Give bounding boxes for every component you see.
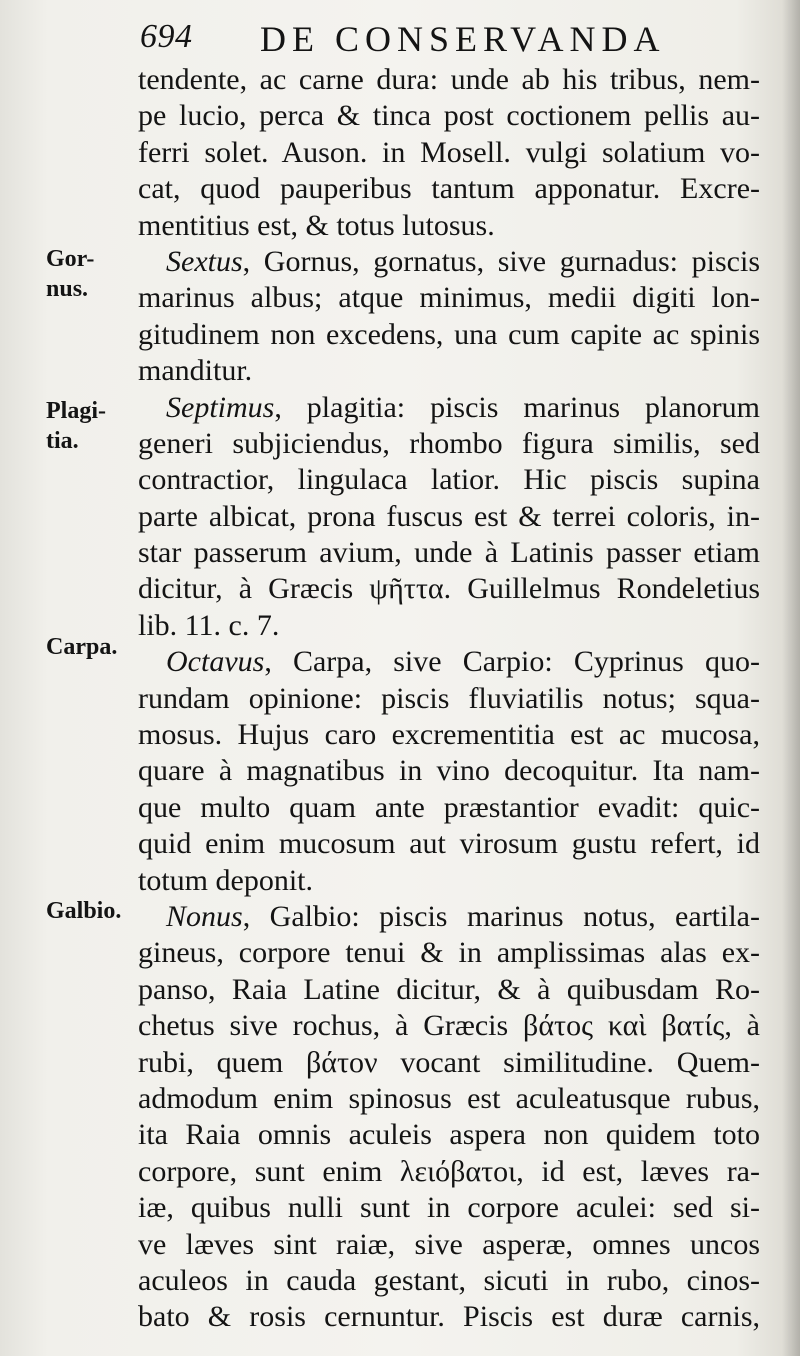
- paragraph-lead: Nonus: [166, 899, 243, 933]
- margin-note-line: nus.: [46, 276, 89, 302]
- paragraph-galbio: [138, 899, 760, 1336]
- margin-note-line: Plagi-: [46, 398, 106, 424]
- page-header: [140, 18, 780, 66]
- margin-note-line: Galbio.: [46, 898, 122, 924]
- margin-note-line: Carpa.: [46, 634, 118, 660]
- text-line: corpore, sunt enim λειόβατοι, id est, læves ra-: [138, 1154, 760, 1188]
- text-line: star passerum avium, unde à Latinis passer etiam: [138, 536, 760, 570]
- text-line: parte albicat, prona fuscus est & terrei coloris, in-: [138, 499, 760, 533]
- text-line: contractior, lingulaca latior. Hic piscis supina: [138, 463, 760, 497]
- text-line: admodum enim spinosus est aculeatusque rubus,: [138, 1081, 760, 1115]
- margin-note-plagitia: [46, 396, 106, 456]
- text-line: mosus. Hujus caro excrementitia est ac mucosa,: [138, 718, 760, 752]
- margin-note-galbio: [46, 896, 121, 926]
- text-line: aculeos in cauda gestant, sicuti in rubo, cinos-: [138, 1263, 760, 1297]
- text-line: mentitius est, & totus lutosus.: [138, 208, 495, 242]
- text-line: lib. 11. c. 7.: [138, 608, 280, 642]
- body-text: [138, 62, 760, 1336]
- paragraph-lead: Septimus: [166, 390, 275, 424]
- text-line: marinus albus; atque minimus, medii digiti lon-: [138, 281, 760, 315]
- text-line-rest: , plagitia: piscis marinus planorum: [274, 390, 760, 424]
- paragraph: [138, 62, 760, 244]
- text-line: tendente, ac carne dura: unde ab his tribus, nem-: [138, 63, 760, 96]
- text-line: generi subjiciendus, rhombo figura similis, sed: [138, 426, 760, 460]
- text-line: [138, 899, 760, 935]
- binding-shadow: [782, 0, 800, 1356]
- margin-note-line: Gor-: [46, 246, 95, 272]
- text-line-rest: , Galbio: piscis marinus notus, eartila-: [242, 899, 760, 933]
- text-line: manditur.: [138, 354, 253, 388]
- text-line: rubi, quem βάτον vocant similitudine. Quem-: [138, 1045, 760, 1079]
- text-line: [138, 244, 760, 280]
- running-head: DE CONSERVANDA: [260, 19, 666, 59]
- text-line: ferri solet. Auson. in Mosell. vulgi solatium vo-: [138, 135, 760, 169]
- paragraph-lead: Octavus: [166, 645, 265, 679]
- margin-note-line: tia.: [46, 428, 79, 454]
- text-line: [138, 644, 760, 680]
- paragraph-carpa: [138, 644, 760, 899]
- text-line: que multo quam ante præstantior evadit: quic-: [138, 790, 760, 824]
- text-line: gitudinem non excedens, una cum capite ac spinis: [138, 317, 760, 351]
- text-line: dicitur, à Græcis ψῆττα. Guillelmus Rondeletius: [138, 572, 760, 606]
- text-line-rest: , Gornus, gornatus, sive gurnadus: piscis: [242, 244, 760, 278]
- text-line: cat, quod pauperibus tantum apponatur. Excre-: [138, 172, 760, 206]
- text-line: chetus sive rochus, à Græcis βάτος καὶ βατίς, à: [138, 1009, 760, 1043]
- text-line: ita Raia omnis aculeis aspera non quidem toto: [138, 1118, 760, 1152]
- paragraph-gornus: [138, 244, 760, 390]
- text-line: ve læves sint raiæ, sive asperæ, omnes uncos: [138, 1227, 760, 1261]
- text-line: [138, 390, 760, 426]
- text-line: gineus, corpore tenui & in amplissimas alas ex-: [138, 936, 760, 970]
- text-line-rest: , Carpa, sive Carpio: Cyprinus quo-: [264, 645, 760, 679]
- text-line: pe lucio, perca & tinca post coctionem pellis au-: [138, 99, 760, 133]
- paragraph-lead: Sextus: [166, 244, 243, 278]
- text-line: rundam opinione: piscis fluviatilis notus; squa-: [138, 681, 760, 715]
- text-line: bato & rosis cernuntur. Piscis est duræ carnis,: [138, 1300, 760, 1334]
- text-line: totum deponit.: [138, 863, 313, 897]
- text-line: quare à magnatibus in vino decoquitur. Ita nam-: [138, 754, 760, 788]
- paragraph-plagitia: [138, 390, 760, 645]
- margin-note-carpa: [46, 632, 117, 662]
- page-number: 694: [140, 18, 193, 55]
- margin-note-gornus: [46, 244, 94, 304]
- margin-notes: [0, 0, 136, 1356]
- text-line: panso, Raia Latine dicitur, & à quibusdam Ro-: [138, 972, 760, 1006]
- text-line: iæ, quibus nulli sunt in corpore aculei: sed si-: [138, 1191, 760, 1225]
- text-line: quid enim mucosum aut virosum gustu refert, id: [138, 827, 760, 861]
